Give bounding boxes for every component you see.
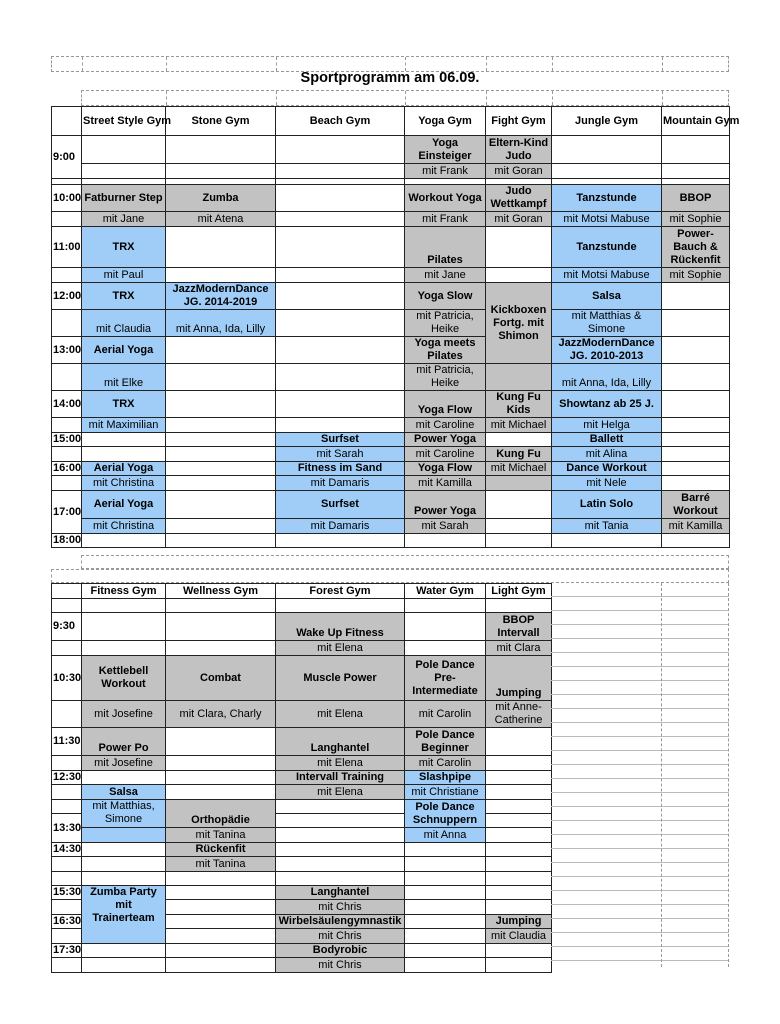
trainer-label: mit Caroline bbox=[405, 418, 486, 433]
schedule-table-2 bbox=[51, 583, 552, 973]
trainer-label: mit Claudia bbox=[486, 929, 552, 944]
class-title: Aerial Yoga bbox=[82, 337, 166, 364]
schedule-table-1 bbox=[51, 106, 740, 548]
trainer-label: mit Anna bbox=[405, 828, 486, 843]
trainer-label: mit Carolin bbox=[405, 756, 486, 771]
corner-cell bbox=[52, 107, 82, 136]
trainer-label: mit Goran bbox=[486, 164, 552, 179]
trainer-label: mit Matthias & Simone bbox=[552, 310, 662, 337]
class-title: Rückenfit bbox=[166, 843, 276, 857]
dotted-right-area bbox=[551, 583, 729, 967]
class-title: Workout Yoga bbox=[405, 185, 486, 212]
time-label: 16:30 bbox=[53, 915, 82, 927]
trainer-label: mit Josefine bbox=[82, 756, 166, 771]
class-title: Kettlebell Workout bbox=[82, 656, 166, 701]
class-title: Surfset bbox=[276, 433, 405, 447]
time-label: 9:30 bbox=[52, 613, 82, 641]
class-title: Barré Workout bbox=[662, 491, 730, 519]
trainer-label: mit Elena bbox=[276, 641, 405, 656]
class-title: TRX bbox=[82, 391, 166, 418]
trainer-label: mit Tanina bbox=[166, 828, 276, 843]
trainer-label: mit Christina bbox=[82, 519, 166, 534]
trainer-label: mit Claudia bbox=[82, 310, 166, 337]
class-title: Power Po bbox=[82, 728, 166, 756]
trainer-label: mit Clara, Charly bbox=[166, 701, 276, 728]
gym-header: Water Gym bbox=[405, 584, 486, 599]
time-label: 12:30 bbox=[53, 771, 82, 783]
trainer-label: mit Anne-Catherine bbox=[486, 701, 552, 728]
time-label: 10:00 bbox=[52, 185, 82, 212]
class-title: BBOP Intervall bbox=[486, 613, 552, 641]
trainer-label: mit Motsi Mabuse bbox=[552, 212, 662, 227]
class-title: TRX bbox=[82, 283, 166, 310]
trainer-label: mit Nele bbox=[552, 476, 662, 491]
gym-header: Wellness Gym bbox=[166, 584, 276, 599]
class-title: BBOP bbox=[662, 185, 730, 212]
class-title: Tanzstunde bbox=[552, 185, 662, 212]
class-title: Power Yoga bbox=[405, 433, 486, 447]
trainer-label: mit Frank bbox=[405, 212, 486, 227]
class-title: Pole Dance Beginner bbox=[405, 728, 486, 756]
class-title: Judo Wettkampf bbox=[486, 185, 552, 212]
class-title: JazzModernDance JG. 2014-2019 bbox=[166, 283, 276, 310]
class-title: Langhantel bbox=[276, 728, 405, 756]
time-label: 14:00 bbox=[52, 391, 82, 418]
gym-header: Forest Gym bbox=[276, 584, 405, 599]
gym-header: Jungle Gym bbox=[552, 107, 662, 136]
class-title: Latin Solo bbox=[552, 491, 662, 519]
gym-header: Mountain Gym bbox=[662, 107, 730, 136]
class-title: Pole Dance Pre-Intermediate bbox=[405, 656, 486, 701]
trainer-label: mit Clara bbox=[486, 641, 552, 656]
trainer-label: mit Tania bbox=[552, 519, 662, 534]
class-title: Aerial Yoga bbox=[82, 462, 166, 476]
trainer-label: mit Frank bbox=[405, 164, 486, 179]
class-title: Slashpipe bbox=[405, 771, 486, 785]
time-label: 13:00 bbox=[52, 337, 82, 364]
trainer-label: mit Sarah bbox=[276, 447, 405, 462]
trainer-label: mit Maximilian bbox=[82, 418, 166, 433]
time-label: 17:30 bbox=[53, 944, 82, 956]
gym-header: Stone Gym bbox=[166, 107, 276, 136]
trainer-label: mit Paul bbox=[82, 268, 166, 283]
class-title: JazzModernDance JG. 2010-2013 bbox=[552, 337, 662, 364]
trainer-label: mit Damaris bbox=[276, 476, 405, 491]
gym-header: Street Style Gym bbox=[82, 107, 166, 136]
page-title: Sportprogramm am 06.09. bbox=[300, 70, 480, 86]
dotted-separator bbox=[51, 569, 729, 583]
trainer-label: mit Anna, Ida, Lilly bbox=[552, 364, 662, 391]
class-title: Wake Up Fitness bbox=[276, 613, 405, 641]
gym-header: Light Gym bbox=[486, 584, 552, 599]
trainer-label: mit Kamilla bbox=[405, 476, 486, 491]
class-title: Zumba bbox=[166, 185, 276, 212]
class-title: Langhantel bbox=[276, 886, 405, 900]
class-title: Fatburner Step bbox=[82, 185, 166, 212]
trainer-label: mit Tanina bbox=[166, 857, 276, 872]
trainer-label: mit Michael bbox=[486, 418, 552, 433]
class-title: Zumba Party mit Trainerteam bbox=[82, 886, 166, 944]
time-label: 18:00 bbox=[53, 534, 82, 546]
trainer-label: mit Chris bbox=[276, 900, 405, 915]
dotted-spacer-row bbox=[81, 90, 729, 106]
gym-header: Beach Gym bbox=[276, 107, 405, 136]
trainer-label: mit Patricia, Heike bbox=[405, 310, 486, 337]
gym-header: Fitness Gym bbox=[82, 584, 166, 599]
time-label: 17:00 bbox=[52, 491, 82, 534]
class-title: Jumping bbox=[486, 915, 552, 929]
header-row bbox=[52, 107, 730, 136]
class-title: Yoga meets Pilates bbox=[405, 337, 486, 364]
class-title: Pole Dance Schnuppern bbox=[405, 800, 486, 828]
class-title: Kung Fu bbox=[486, 447, 552, 462]
trainer-label: mit Chris bbox=[276, 929, 405, 944]
class-title: Ballett bbox=[552, 433, 662, 447]
trainer-label: mit Josefine bbox=[82, 701, 166, 728]
time-label: 16:00 bbox=[53, 462, 82, 474]
class-title: Power Yoga bbox=[405, 491, 486, 519]
class-title: Pilates bbox=[405, 227, 486, 268]
class-title: Kickboxen Fortg. mit Shimon bbox=[486, 283, 552, 364]
trainer-label: mit Atena bbox=[166, 212, 276, 227]
class-title: Kung Fu Kids bbox=[486, 391, 552, 418]
trainer-label: mit Chris bbox=[276, 958, 405, 973]
class-title: Wirbelsäulengymnastik bbox=[276, 915, 405, 929]
time-label: 9:00 bbox=[52, 136, 82, 179]
class-title: Intervall Training bbox=[276, 771, 405, 785]
trainer-label: mit Matthias, Simone bbox=[82, 800, 166, 828]
class-title: Fitness im Sand bbox=[276, 462, 405, 476]
class-title: Showtanz ab 25 J. bbox=[552, 391, 662, 418]
class-title: TRX bbox=[82, 227, 166, 268]
trainer-label: mit Motsi Mabuse bbox=[552, 268, 662, 283]
trainer-label: mit Helga bbox=[552, 418, 662, 433]
class-title: Aerial Yoga bbox=[82, 491, 166, 519]
class-title: Bodyrobic bbox=[276, 944, 405, 958]
class-title: Salsa bbox=[82, 785, 166, 800]
time-label: 15:30 bbox=[53, 886, 82, 898]
class-title: Power-Bauch & Rückenfit bbox=[662, 227, 730, 268]
class-title: Tanzstunde bbox=[552, 227, 662, 268]
trainer-label: mit Michael bbox=[486, 462, 552, 476]
class-title: Jumping bbox=[486, 656, 552, 701]
class-title: Surfset bbox=[276, 491, 405, 519]
class-title: Yoga Slow bbox=[405, 283, 486, 310]
gym-header: Fight Gym bbox=[486, 107, 552, 136]
time-label: 11:30 bbox=[52, 728, 82, 756]
class-title: Salsa bbox=[552, 283, 662, 310]
trainer-label: mit Sophie bbox=[662, 212, 730, 227]
class-title: Muscle Power bbox=[276, 656, 405, 701]
time-label: 13:30 bbox=[52, 814, 82, 843]
class-title: Yoga Flow bbox=[405, 462, 486, 476]
trainer-label: mit Kamilla bbox=[662, 519, 730, 534]
trainer-label: mit Elke bbox=[82, 364, 166, 391]
trainer-label: mit Goran bbox=[486, 212, 552, 227]
trainer-label: mit Alina bbox=[552, 447, 662, 462]
class-title: Combat bbox=[166, 656, 276, 701]
trainer-label: mit Jane bbox=[405, 268, 486, 283]
class-title: Eltern-Kind Judo bbox=[486, 136, 552, 164]
trainer-label: mit Elena bbox=[276, 756, 405, 771]
time-label: 12:00 bbox=[52, 283, 82, 310]
class-title: Yoga Einsteiger bbox=[405, 136, 486, 164]
trainer-label: mit Christiane bbox=[405, 785, 486, 800]
trainer-label: mit Christina bbox=[82, 476, 166, 491]
dotted-separator bbox=[81, 555, 729, 569]
trainer-label: mit Elena bbox=[276, 785, 405, 800]
class-title: Dance Workout bbox=[552, 462, 662, 476]
time-label: 14:30 bbox=[53, 843, 82, 855]
time-label: 15:00 bbox=[53, 433, 82, 445]
time-label: 11:00 bbox=[52, 227, 82, 268]
class-title: Yoga Flow bbox=[405, 391, 486, 418]
trainer-label: mit Patricia, Heike bbox=[405, 364, 486, 391]
trainer-label: mit Anna, Ida, Lilly bbox=[166, 310, 276, 337]
trainer-label: mit Sophie bbox=[662, 268, 730, 283]
trainer-label: mit Sarah bbox=[405, 519, 486, 534]
trainer-label: mit Carolin bbox=[405, 701, 486, 728]
class-title: Orthopädie bbox=[166, 814, 276, 828]
trainer-label: mit Caroline bbox=[405, 447, 486, 462]
trainer-label: mit Elena bbox=[276, 701, 405, 728]
gym-header: Yoga Gym bbox=[405, 107, 486, 136]
trainer-label: mit Damaris bbox=[276, 519, 405, 534]
trainer-label: mit Jane bbox=[82, 212, 166, 227]
time-label: 10:30 bbox=[52, 656, 82, 701]
